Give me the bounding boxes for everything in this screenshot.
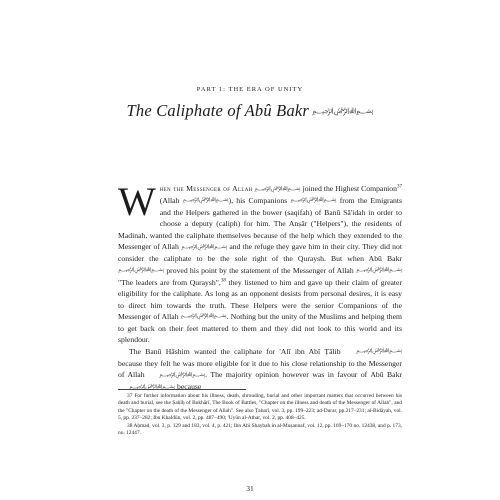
text-run: because [176, 382, 202, 392]
text-run: "The leaders are from Quraysh", [118, 277, 221, 287]
honorific-glyph: ﷽ [118, 267, 165, 274]
drop-cap: W [118, 179, 156, 224]
text-run: joined the Highest Companion [302, 184, 397, 193]
chapter-title-text: The Caliphate of Abû Bakr [126, 101, 310, 120]
paragraph-2 [118, 346, 402, 393]
honorific-glyph: ﷽ [180, 313, 227, 320]
text-run: they listened to him and gave up their claim of greater eligibility for the caliphate. As long as an opponent desists from personal desires, it is easy to direct him towards the truth. These Helpers were the senior Companions of the Messenger of Allah [118, 277, 403, 321]
honorific-glyph: ﷽ [355, 348, 402, 355]
page-number: 31 [246, 484, 254, 493]
honorific-glyph: ﷽ [182, 197, 229, 204]
footnotes [118, 393, 402, 438]
chapter-title [0, 101, 500, 121]
text-run: ), his Companions [228, 195, 288, 205]
part-label: PART 1: THE ERA OF UNITY [196, 86, 304, 93]
text-run: and the refuge they gave him in their city. They did not consider the caliphate to be the sole right of the Quraysh. But when Abū Bakr [118, 242, 403, 264]
honorific-glyph: ﷽ [129, 383, 176, 390]
honorific-glyph: ﷽ [312, 105, 374, 115]
text-run: (Allah [159, 195, 180, 205]
honorific-glyph: ﷽ [290, 197, 337, 204]
text-run: . The majority opinion however was in favour of Abū Bakr [205, 370, 402, 380]
footnote-37: 37 For further information about his illness, death, shrouding, burial and other important matters that occurred between his death and burial, see the Ṣaḥīḥ of Bukhārī, The Book of Battles, "Chapter on the illness and death of the Messenger of Allah", and the "Chapter on the death of the Messenger of Allah". See also Ṭabarī, vol. 3, pp. 199–223; ad-Durar, pp.217–231; al-Bidāyah, vol. 5, pp. 237–282; Ibn Khaldūn, vol. 2, pp. 487–490; 'Uyūn al-Athar, vol. 2, pp. 408–425. [118, 393, 402, 421]
text-run: proved his point by the statement of the Messenger of Allah [166, 265, 354, 275]
text-run: because they felt he was more eligible for it due to his close relationship to the Messenger of Allah [118, 358, 402, 380]
honorific-glyph: ﷽ [254, 185, 301, 192]
text-run: The Banū Hāshim wanted the caliphate for 'Alī ibn Abī Ṭālib [129, 346, 341, 356]
honorific-glyph: ﷽ [181, 243, 228, 250]
honorific-glyph: ﷽ [355, 267, 403, 274]
text-run: . Nothing but the unity of the Muslims and helping them to get back on their feet mattered to them and they did not look to this world and its splendour. [118, 311, 402, 345]
footnote-38: 38 Aḥmad, vol. 3, p. 129 and 183, vol. 4, p. 421; Ibn Abī Shaybah in al-Muṣannaf, vol. 12, pp. 169–170 no. 12438, and p. 173, no. 12447. [118, 422, 402, 437]
honorific-glyph: ﷽ [159, 371, 206, 378]
text-run: from the Emigrants and the Helpers gathered in the bower (saqifah) of Banū Sā'idah in order to choose a deputy (caliph) for him. The Anṣār ("Helpers"), the residents of Madinah, wanted the caliphate themselves because of the help which they extended to the Messenger of Allah [118, 195, 402, 252]
footnote-divider [118, 389, 246, 390]
footnote-ref-37: 37 [397, 184, 402, 190]
paragraph-1 [118, 179, 403, 346]
body-text [118, 179, 403, 393]
footnote-ref-38: 38 [220, 278, 226, 284]
lead-in: hen the Messenger of Allah [159, 184, 253, 193]
